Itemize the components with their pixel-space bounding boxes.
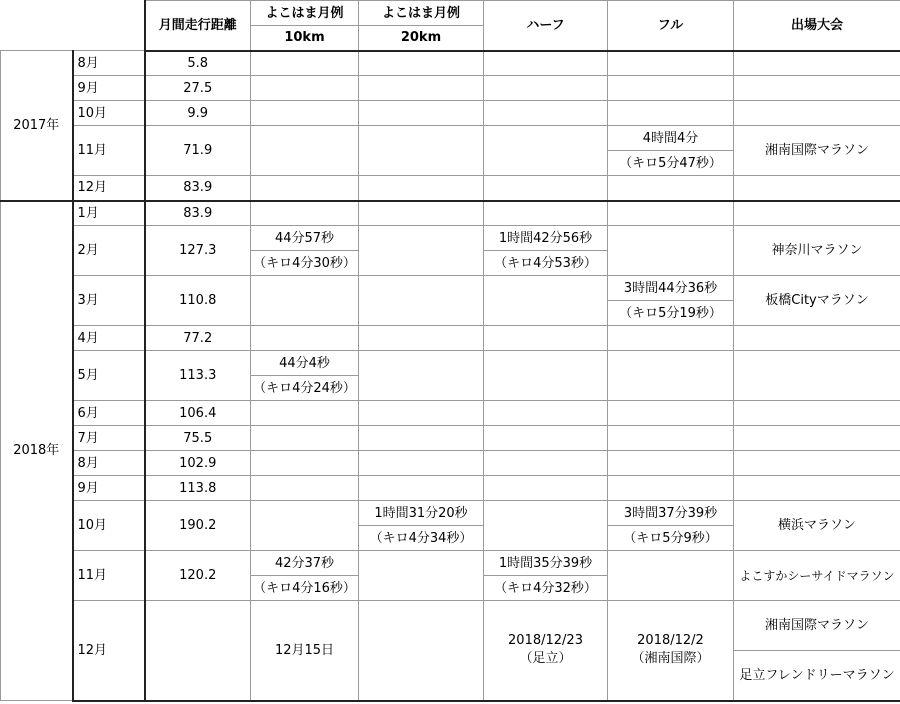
header-10km: 10km (251, 26, 359, 51)
full-time: 3時間44分36秒 (608, 276, 734, 301)
month-cell: 9月 (73, 476, 145, 501)
y20-pace: （キロ4分34秒） (359, 526, 484, 551)
month-cell: 6月 (73, 401, 145, 426)
month-cell: 11月 (73, 551, 145, 601)
distance-cell: 120.2 (145, 551, 251, 601)
distance-cell: 102.9 (145, 451, 251, 476)
month-cell: 7月 (73, 426, 145, 451)
month-cell: 4月 (73, 326, 145, 351)
distance-cell: 127.3 (145, 226, 251, 276)
y10-pace: （キロ4分30秒） (251, 251, 359, 276)
header-yokohama-20km: よこはま月例 (359, 1, 484, 26)
year-2018: 2018年 (1, 201, 73, 701)
full-place: （湘南国際） (631, 651, 710, 667)
y20-time: 1時間31分20秒 (359, 501, 484, 526)
race-name: 湘南国際マラソン (734, 126, 900, 176)
race-name: 湘南国際マラソン (734, 601, 900, 651)
month-cell: 10月 (73, 501, 145, 551)
month-cell: 12月 (73, 176, 145, 201)
full-time: 4時間4分 (608, 126, 734, 151)
y10-date: 12月15日 (251, 601, 359, 701)
header-yokohama-10km: よこはま月例 (251, 1, 359, 26)
half-date: 2018/12/23 (508, 633, 583, 649)
month-cell: 11月 (73, 126, 145, 176)
month-cell: 2月 (73, 226, 145, 276)
header-full: フル (608, 1, 734, 51)
full-pace: （キロ5分47秒） (608, 151, 734, 176)
header-20km: 20km (359, 26, 484, 51)
half-place: （足立） (519, 651, 572, 667)
full-time: 3時間37分39秒 (608, 501, 734, 526)
distance-cell: 5.8 (145, 51, 251, 76)
blank-corner (1, 1, 145, 51)
header-half: ハーフ (484, 1, 608, 51)
half-pace: （キロ4分32秒） (484, 576, 608, 601)
header-monthly-distance: 月間走行距離 (145, 1, 251, 51)
half-time: 1時間35分39秒 (484, 551, 608, 576)
distance-cell: 77.2 (145, 326, 251, 351)
header-races: 出場大会 (734, 1, 900, 51)
y10-time: 44分4秒 (251, 351, 359, 376)
month-cell: 8月 (73, 451, 145, 476)
distance-cell: 83.9 (145, 201, 251, 226)
y10-time: 42分37秒 (251, 551, 359, 576)
full-pace: （キロ5分9秒） (608, 526, 734, 551)
month-cell: 12月 (73, 601, 145, 701)
full-pace: （キロ5分19秒） (608, 301, 734, 326)
race-name: 横浜マラソン (734, 501, 900, 551)
distance-cell: 113.3 (145, 351, 251, 401)
month-cell: 3月 (73, 276, 145, 326)
distance-cell: 110.8 (145, 276, 251, 326)
y10-pace: （キロ4分16秒） (251, 576, 359, 601)
month-cell: 8月 (73, 51, 145, 76)
distance-cell: 27.5 (145, 76, 251, 101)
distance-cell: 106.4 (145, 401, 251, 426)
half-time: 1時間42分56秒 (484, 226, 608, 251)
full-date-cell (608, 601, 734, 701)
half-date-cell (484, 601, 608, 701)
month-cell: 9月 (73, 76, 145, 101)
race-name: 足立フレンドリーマラソン (734, 651, 900, 701)
y10-time: 44分57秒 (251, 226, 359, 251)
race-name: よこすかシーサイドマラソン (734, 551, 900, 601)
distance-cell: 9.9 (145, 101, 251, 126)
month-cell: 10月 (73, 101, 145, 126)
distance-cell: 71.9 (145, 126, 251, 176)
month-cell: 1月 (73, 201, 145, 226)
half-pace: （キロ4分53秒） (484, 251, 608, 276)
y10-pace: （キロ4分24秒） (251, 376, 359, 401)
race-name: 神奈川マラソン (734, 226, 900, 276)
full-date: 2018/12/2 (637, 633, 704, 649)
month-cell: 5月 (73, 351, 145, 401)
distance-cell: 83.9 (145, 176, 251, 201)
distance-cell-empty (145, 601, 251, 701)
distance-cell: 75.5 (145, 426, 251, 451)
year-2017: 2017年 (1, 51, 73, 201)
distance-cell: 113.8 (145, 476, 251, 501)
distance-cell: 190.2 (145, 501, 251, 551)
race-name: 板橋Cityマラソン (734, 276, 900, 326)
